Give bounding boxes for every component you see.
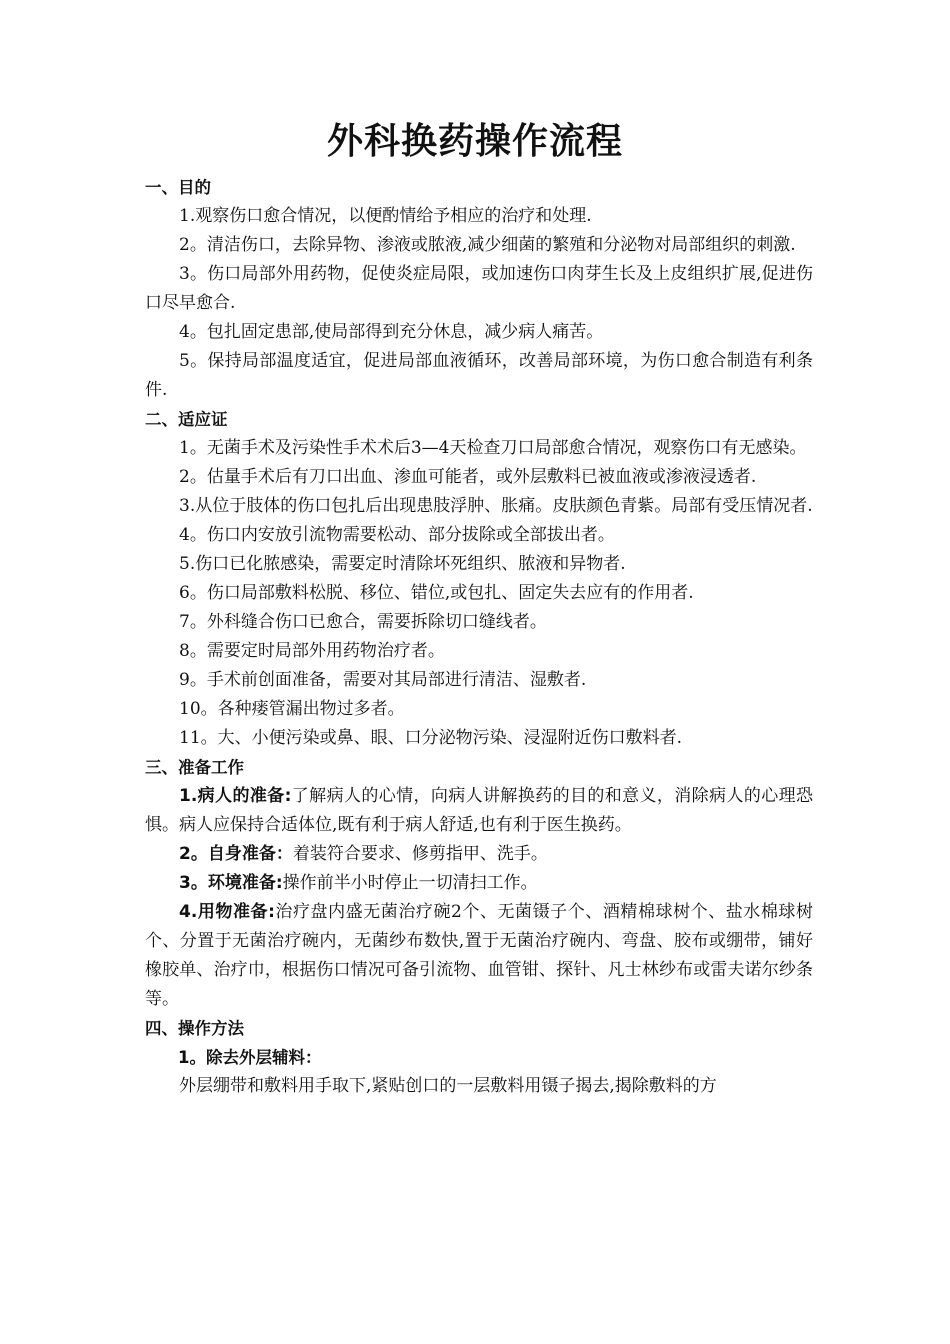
section-heading-preparation: 三、准备工作 bbox=[145, 758, 244, 777]
paragraph: 5.伤口已化脓感染，需要定时清除坏死组织、脓液和异物者. bbox=[179, 554, 626, 574]
prep-item-supplies bbox=[145, 898, 813, 1014]
paragraph: 8。需要定时局部外用药物治疗者。 bbox=[179, 641, 445, 661]
prep-label: 1.病人的准备: bbox=[179, 786, 292, 806]
paragraph: 4。包扎固定患部,使局部得到充分休息，减少病人痛苦。 bbox=[179, 322, 604, 342]
prep-label: 4.用物准备: bbox=[179, 902, 275, 922]
section-heading-method: 四、操作方法 bbox=[145, 1019, 244, 1038]
prep-item-self bbox=[145, 840, 813, 869]
prep-item-environment bbox=[145, 869, 813, 898]
prep-item-patient bbox=[145, 782, 813, 840]
prep-text: 了解病人的心情，向病人讲解换药的目的和意义，消除病人的心理恐惧。病人应保持合适体位,既有利于病人舒适,也有利于医生换药。 bbox=[145, 786, 813, 835]
paragraph: 3.从位于肢体的伤口包扎后出现患肢浮肿、胀痛。皮肤颜色青紫。局部有受压情况者. bbox=[179, 496, 813, 516]
document-body bbox=[145, 173, 813, 1101]
prep-text: 着装符合要求、修剪指甲、洗手。 bbox=[292, 844, 548, 864]
prep-text: 治疗盘内盛无菌治疗碗2个、无菌镊子个、酒精棉球树个、盐水棉球树个、分置于无菌治疗碗内，无菌纱布数快,置于无菌治疗碗内、弯盘、胶布或绷带，铺好橡胶单、治疗巾，根据伤口情况可备引流物、血管钳、探针、凡士林纱布或雷夫诺尔纱条等。 bbox=[145, 902, 813, 1009]
prep-label: 2。自身准备： bbox=[179, 844, 293, 864]
document-title: 外科换药操作流程 bbox=[326, 121, 623, 162]
paragraph: 5。保持局部温度适宜，促进局部血液循环，改善局部环境，为伤口愈合制造有利条件. bbox=[145, 351, 813, 400]
paragraph: 11。大、小便污染或鼻、眼、口分泌物污染、浸湿附近伤口敷料者. bbox=[179, 728, 683, 748]
paragraph: 2。估量手术后有刀口出血、渗血可能者，或外层敷料已被血液或渗液浸透者. bbox=[179, 467, 757, 487]
subsection-heading: 1。除去外层辅料： bbox=[178, 1048, 322, 1067]
paragraph: 1.观察伤口愈合情况，以便酌情给予相应的治疗和处理. bbox=[179, 206, 592, 226]
paragraph: 9。手术前创面准备，需要对其局部进行清洁、湿敷者. bbox=[179, 670, 587, 690]
paragraph: 4。伤口内安放引流物需要松动、部分拔除或全部拔出者。 bbox=[179, 525, 615, 545]
paragraph: 2。清洁伤口，去除异物、渗液或脓液,减少细菌的繁殖和分泌物对局部组织的刺激. bbox=[179, 235, 796, 255]
paragraph: 10。各种瘘管漏出物过多者。 bbox=[179, 699, 405, 719]
prep-label: 3。环境准备: bbox=[179, 873, 283, 893]
prep-text: 操作前半小时停止一切清扫工作。 bbox=[282, 873, 538, 893]
paragraph: 6。伤口局部敷料松脱、移位、错位,或包扎、固定失去应有的作用者. bbox=[179, 583, 694, 603]
paragraph: 1。无菌手术及污染性手术术后3—4天检查刀口局部愈合情况，观察伤口有无感染。 bbox=[179, 438, 807, 458]
section-heading-indications: 二、适应证 bbox=[145, 410, 228, 429]
paragraph: 7。外科缝合伤口已愈合，需要拆除切口缝线者。 bbox=[179, 612, 547, 632]
paragraph: 外层绷带和敷料用手取下,紧贴创口的一层敷料用镊子揭去,揭除敷料的方 bbox=[179, 1076, 717, 1096]
paragraph: 3。伤口局部外用药物，促使炎症局限，或加速伤口肉芽生长及上皮组织扩展,促进伤口尽早愈合. bbox=[145, 264, 813, 313]
section-heading-purpose: 一、目的 bbox=[145, 178, 211, 197]
